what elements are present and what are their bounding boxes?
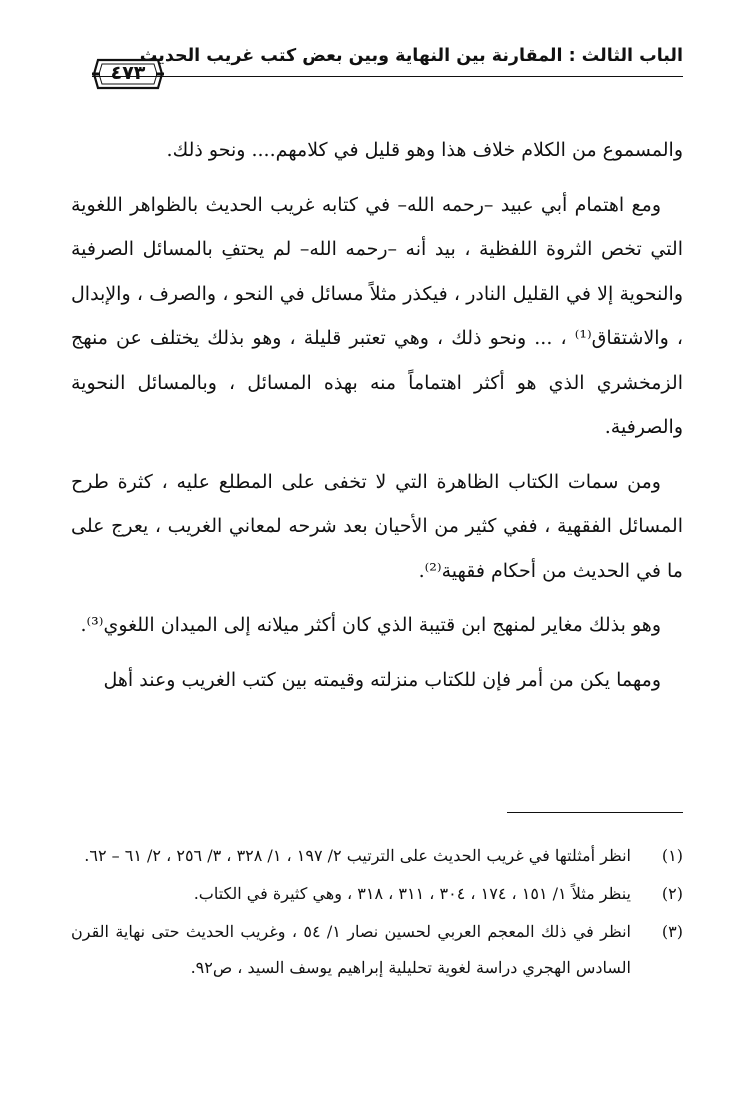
- paragraph: والمسموع من الكلام خلاف هذا وهو قليل في كلامهم.... ونحو ذلك.: [166, 139, 683, 161]
- footnote-text: ينظر مثلاً ١/ ١٥١ ، ١٧٤ ، ٣٠٤ ، ٣١١ ، ٣١٨ ، وهي كثيرة في الكتاب.: [193, 884, 631, 903]
- footnote-text: انظر في ذلك المعجم العربي لحسين نصار ١/ ٥٤ ، وغريب الحديث حتى نهاية القرن السادس الهجري دراسة لغوية تحليلية إبراهيم يوسف السيد ، ص٩٢.: [71, 922, 631, 977]
- chapter-title: الباب الثالث : المقارنة بين النهاية وبين بعض كتب غريب الحديث: [139, 46, 683, 66]
- header-rule: [92, 76, 683, 77]
- page-number-ornament: [92, 56, 164, 92]
- paragraph: ومهما يكن من أمر فإن للكتاب منزلته وقيمته بين كتب الغريب وعند أهل: [103, 668, 661, 691]
- body-text: [71, 128, 683, 712]
- footnote: [71, 876, 683, 912]
- footnote: [71, 914, 683, 986]
- paragraph: وهو بذلك مغاير لمنهج ابن قتيبة الذي كان أكثر ميلانه إلى الميدان اللغوي⁽³⁾.: [80, 614, 661, 636]
- footnotes: [71, 838, 683, 988]
- paragraph: ومع اهتمام أبي عبيد –رحمه الله– في كتابه غريب الحديث بالظواهر اللغوية التي تخص الثروة اللفظية ، بيد أنه –رحمه الله– لم يحتفِ بالمسائل الصرفية والنحوية إلا في القليل النادر ، فيكذر مثلاً مسائل في النحو ، والصرف ، والإبدال ، والاشتقاق⁽¹⁾ ، ... ونحو ذلك ، وهي تعتبر قليلة ، وهو بذلك يختلف عن منهج الزمخشري الذي هو أكثر اهتماماً منه بهذه المسائل ، وبالمسائل النحوية والصرفية.: [71, 193, 683, 438]
- footnote-number: (١): [661, 846, 683, 865]
- footnote: [71, 838, 683, 874]
- paragraph: ومن سمات الكتاب الظاهرة التي لا تخفى على المطلع عليه ، كثرة طرح المسائل الفقهية ، ففي كثير من الأحيان بعد شرحه لمعاني الغريب ، يعرج على ما في الحديث من أحكام فقهية⁽²⁾.: [71, 470, 683, 582]
- footnote-text: انظر أمثلتها في غريب الحديث على الترتيب ٢/ ١٩٧ ، ١/ ٣٢٨ ، ٣/ ٢٥٦ ، ٢/ ٦١ – ٦٢.: [84, 846, 631, 865]
- running-header: [92, 40, 683, 80]
- footnote-number: (٢): [661, 884, 683, 903]
- footnote-number: (٣): [661, 922, 683, 941]
- footnote-rule: [507, 812, 683, 813]
- page-number: ٤٧٣: [110, 62, 146, 84]
